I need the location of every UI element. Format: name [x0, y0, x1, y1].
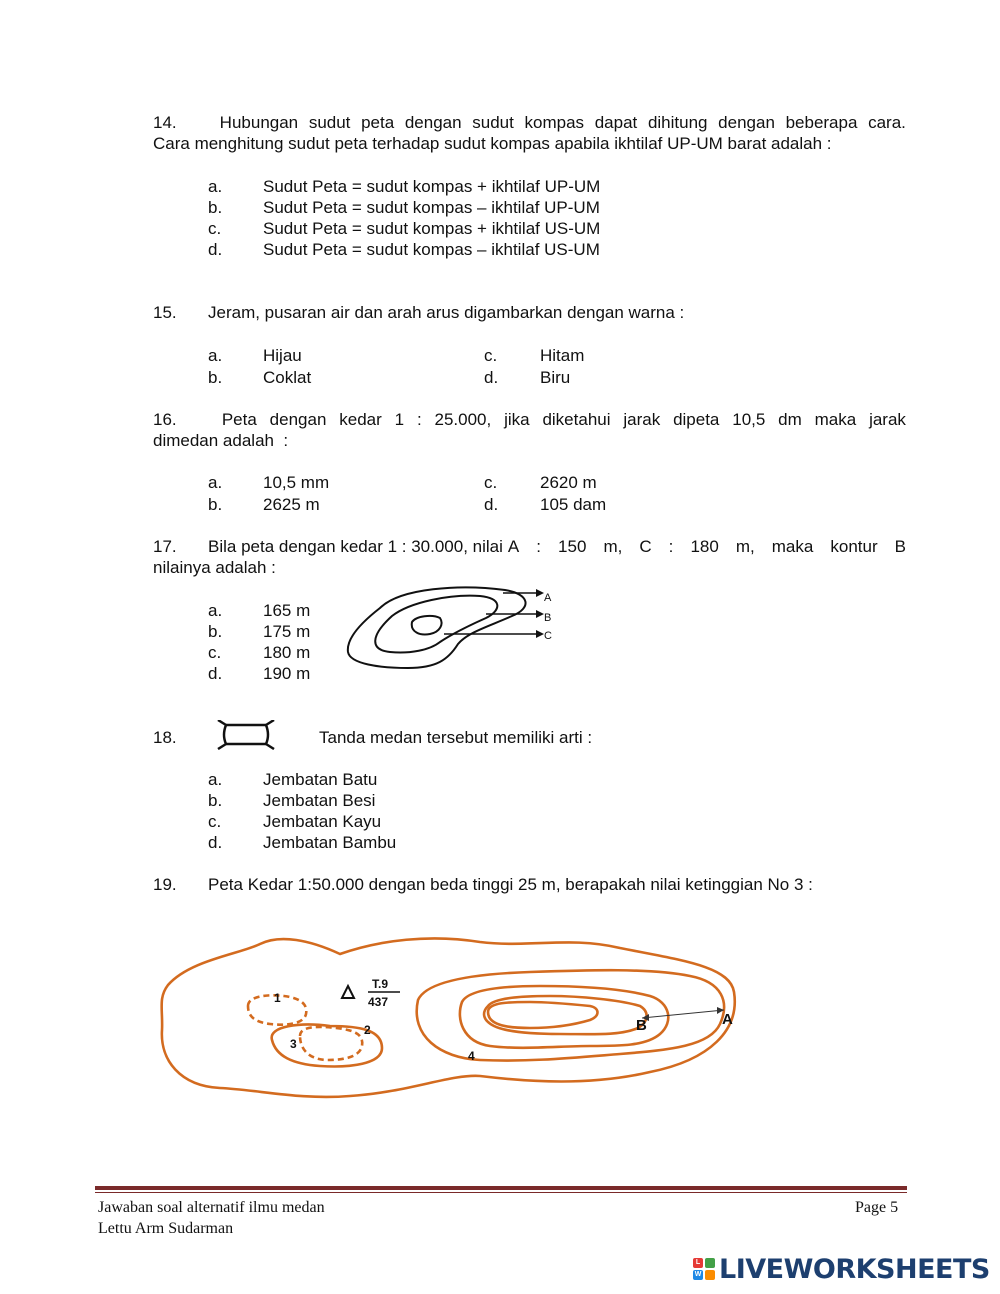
trig-point-height: 437	[368, 995, 389, 1009]
option-text: 10,5 mm	[263, 473, 330, 492]
option-letter: a.	[208, 770, 223, 789]
footer-rule-thick	[95, 1186, 907, 1190]
option-text: Biru	[540, 368, 571, 387]
option-text: Coklat	[263, 368, 312, 387]
option-letter: c.	[484, 346, 498, 365]
question-number: 14.	[153, 113, 177, 132]
option-text: Sudut Peta = sudut kompas + ikhtilaf US-UM	[263, 219, 601, 238]
option-letter: b.	[208, 791, 223, 810]
option-letter: b.	[208, 198, 223, 217]
question-19-stem: Peta Kedar 1:50.000 dengan beda tinggi 25 m, berapakah nilai ketinggian No 3 :	[208, 875, 813, 894]
option-text: 175 m	[263, 622, 311, 641]
option-letter: d.	[208, 833, 223, 852]
option-text: Sudut Peta = sudut kompas – ikhtilaf US-UM	[263, 240, 600, 259]
option-letter: b.	[208, 622, 223, 641]
option-text: 190 m	[263, 664, 311, 683]
bridge-symbol-icon	[216, 720, 276, 750]
triangulation-point-icon	[342, 986, 354, 998]
question-16-stem	[153, 409, 906, 451]
question-18-stem: Tanda medan tersebut memiliki arti :	[319, 728, 593, 747]
contour-2	[300, 1027, 362, 1060]
footer-rule-thin	[95, 1192, 907, 1193]
contour-label-3: 3	[290, 1037, 297, 1051]
footer-author: Lettu Arm Sudarman	[98, 1220, 234, 1237]
point-a-label: A	[722, 1011, 733, 1028]
liveworksheets-logo-text: LIVEWORKSHEETS	[719, 1253, 990, 1285]
option-text: Hijau	[263, 346, 302, 365]
question-14-line1: 14. Hubungan sudut peta dengan sudut kompas dapat dihitung dengan beberapa cara.	[153, 113, 906, 132]
question-15-stem: Jeram, pusaran air dan arah arus digambarkan dengan warna :	[208, 303, 685, 322]
option-letter: c.	[208, 643, 222, 662]
option-letter: a.	[208, 346, 223, 365]
option-text: Hitam	[540, 346, 585, 365]
option-text: Sudut Peta = sudut kompas + ikhtilaf UP-UM	[263, 177, 601, 196]
option-text: Sudut Peta = sudut kompas – ikhtilaf UP-UM	[263, 198, 600, 217]
option-letter: a.	[208, 473, 223, 492]
contour-figure-17	[340, 582, 570, 678]
option-letter: d.	[484, 368, 499, 387]
contour-line-b	[375, 596, 497, 653]
contour-label-4: 4	[468, 1049, 475, 1063]
option-letter: a.	[208, 177, 223, 196]
question-14-line2: Cara menghitung sudut peta terhadap sudut kompas apabila ikhtilaf UP-UM barat adalah :	[153, 134, 832, 153]
contour-map-19	[150, 930, 750, 1102]
option-text: Jembatan Besi	[263, 791, 376, 810]
footer-page-number: Page 5	[855, 1199, 899, 1216]
option-text: 2625 m	[263, 495, 320, 514]
option-text: Jembatan Bambu	[263, 833, 397, 852]
option-letter: a.	[208, 601, 223, 620]
contour-hilltop	[488, 1002, 598, 1028]
option-letter: b.	[208, 495, 223, 514]
contour-label-2: 2	[364, 1023, 371, 1037]
question-16-line2: dimedan adalah :	[153, 431, 289, 450]
option-letter: b.	[208, 368, 223, 387]
question-number: 19.	[153, 875, 177, 894]
option-text: 165 m	[263, 601, 311, 620]
question-16-line1: 16. Peta dengan kedar 1 : 25.000, jika diketahui jarak dipeta 10,5 dm maka jarak	[153, 410, 906, 429]
question-17-line1: 17. Bila peta dengan kedar 1 : 30.000, nilai A : 150 m, C : 180 m, maka kontur B	[153, 537, 906, 556]
option-letter: d.	[208, 240, 223, 259]
option-text: Jembatan Batu	[263, 770, 378, 789]
question-number: 16.	[153, 410, 177, 429]
contour-label-1: 1	[274, 991, 281, 1005]
contour-label-b: B	[544, 612, 552, 624]
liveworksheets-logo	[693, 1253, 990, 1285]
question-number: 17.	[153, 537, 177, 556]
option-text: 105 dam	[540, 495, 607, 514]
contour-label-a: A	[544, 592, 552, 604]
trig-point-name: T.9	[372, 977, 389, 991]
option-letter: c.	[484, 473, 498, 492]
question-number: 18.	[153, 728, 177, 747]
question-17-stem	[153, 536, 906, 578]
option-letter: c.	[208, 812, 222, 831]
question-number: 15.	[153, 303, 177, 322]
contour-label-c: C	[544, 630, 552, 642]
question-17-line2: nilainya adalah :	[153, 558, 276, 577]
option-text: Jembatan Kayu	[263, 812, 382, 831]
option-letter: c.	[208, 219, 222, 238]
option-text: 2620 m	[540, 473, 597, 492]
option-text: 180 m	[263, 643, 311, 662]
option-letter: d.	[484, 495, 499, 514]
point-b-label: B	[636, 1017, 647, 1034]
question-14-stem	[153, 112, 906, 154]
liveworksheets-logo-icon: L W	[693, 1258, 715, 1280]
footer-document-title: Jawaban soal alternatif ilmu medan	[98, 1199, 325, 1216]
contour-line-c	[412, 616, 442, 635]
option-letter: d.	[208, 664, 223, 683]
